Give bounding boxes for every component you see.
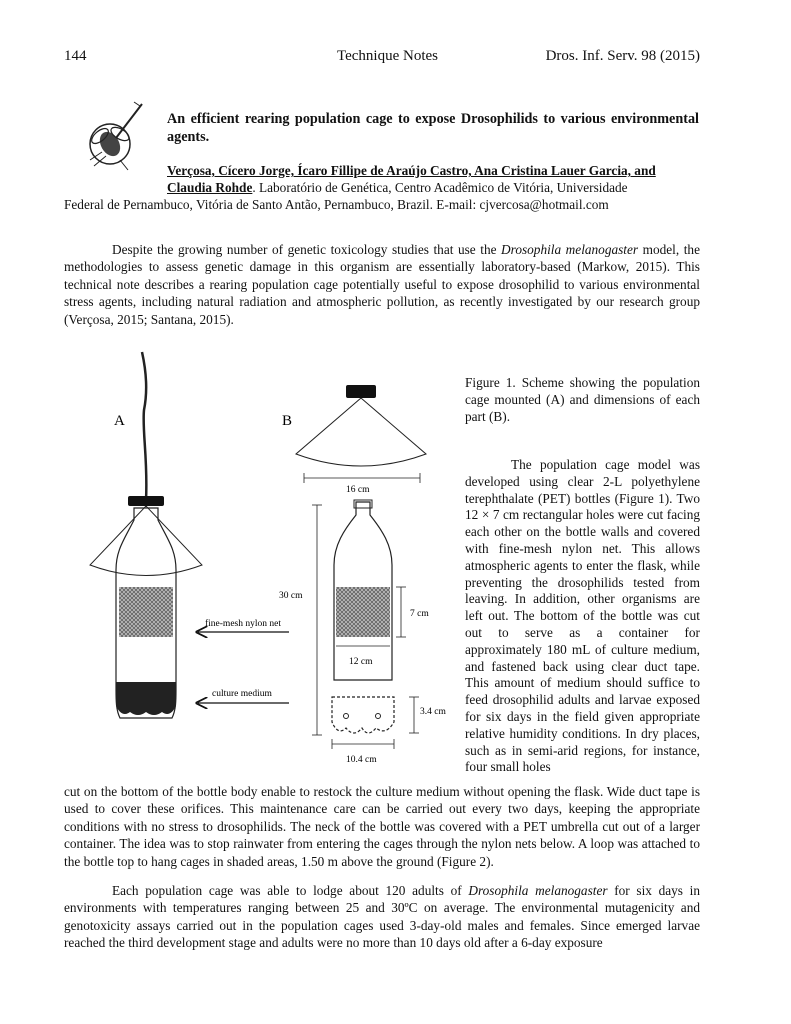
dim-window-w: 12 cm bbox=[349, 657, 373, 667]
bottle-cap-b bbox=[346, 385, 376, 398]
affiliation-start: . Laboratório de Genética, Centro Acadêmico de Vitória, Universidade bbox=[252, 180, 628, 195]
bottle-cap-a bbox=[128, 496, 164, 506]
umbrella-a bbox=[90, 506, 202, 576]
page-number: 144 bbox=[64, 48, 87, 64]
running-header bbox=[64, 48, 700, 66]
methods-paragraph-continued: cut on the bottom of the bottle body enable to restock the culture medium without opening the flask. Wide duct tape is used to cover these orifices. This maintenance care can be carried out every two days, keeping the appropriate conditions with no stress to drosophilids. The neck of the bottle was covered with a PET umbrella cut out of a larger container. The idea was to stop rainwater from entering the cages through the nylon nets below. A loop was attached to the bottle top to hang cages in shaded areas, 1.50 m above the ground (Figure 2). bbox=[64, 784, 700, 869]
author-names: Verçosa, Cícero Jorge, Ícaro Fillipe de Araújo Castro, Ana Cristina Lauer Garcia, and bbox=[167, 163, 656, 178]
journal-citation: Dros. Inf. Serv. 98 (2015) bbox=[545, 48, 700, 64]
hanging-loop bbox=[142, 352, 146, 500]
bottle-base-b bbox=[332, 697, 394, 733]
figure-caption: Figure 1. Scheme showing the population cage mounted (A) and dimensions of each part (B). bbox=[465, 375, 700, 424]
intro-paragraph: Despite the growing number of genetic toxicology studies that use the Drosophila melanogaster model, the methodologies to assess genetic damage in this organism are essentially laboratory-based (Markow, 2015). This technical note describes a rearing population cage potentially useful to expose drosophilid to various environmental stress agents, including natural radiation and atmospheric pollution, as recently investigated by our research group (Verçosa, 2015; Santana, 2015). bbox=[64, 242, 700, 327]
culture-medium-a bbox=[116, 682, 176, 715]
dim-umbrella: 16 cm bbox=[346, 485, 370, 495]
author-last: Claudia Rohde bbox=[167, 180, 253, 195]
umbrella-b bbox=[296, 398, 426, 466]
section-title: Technique Notes bbox=[337, 48, 439, 64]
affiliation-end: Federal de Pernambuco, Vitória de Santo Antão, Pernambuco, Brazil. E-mail: cjvercosa@hotmail.com bbox=[64, 197, 609, 212]
figure-1 bbox=[64, 350, 464, 790]
mesh-window-a bbox=[119, 587, 173, 637]
dim-base-h: 3.4 cm bbox=[420, 707, 446, 717]
dim-window-h: 7 cm bbox=[410, 609, 429, 619]
article-title: An efficient rearing population cage to expose Drosophilids to various environmental agents. bbox=[167, 111, 699, 145]
mesh-window-b bbox=[336, 587, 390, 637]
dim-height: 30 cm bbox=[279, 591, 303, 601]
methods-paragraph: The population cage model was developed using clear 2-L polyethylene terephthalate (PET) bottles (Figure 1). Two 12 × 7 cm rectangular holes were cut facing each other on the bottle walls and covered with fine-mesh nylon net. This allows atmospheric agents to enter the flask, while preventing the drosophilids tested from leaving. In addition, other organisms are left out. The bottom of the bottle was cut out to serve as a container for approximately 180 mL of culture medium, and fastened back using clear duct tape. This amount of medium should suffice to feed drosophilid adults and larvae exposed for six days in the field given appropriate relative humidity conditions. In dry places, such as in semi-arid regions, for instance, four small holes bbox=[465, 457, 700, 775]
dim-base-w: 10.4 cm bbox=[346, 755, 377, 765]
label-b: B bbox=[282, 413, 293, 429]
label-a: A bbox=[114, 413, 125, 429]
label-mesh: fine-mesh nylon net bbox=[205, 619, 281, 629]
author-block bbox=[64, 162, 700, 213]
label-medium: culture medium bbox=[212, 689, 272, 699]
results-paragraph: Each population cage was able to lodge about 120 adults of Drosophila melanogaster for six days in environments with temperatures ranging between 25 and 30ºC on average. The environmental mutagenicity and genotoxicity assays carried out in the population cages used 3-day-old males and females. Since emerged larvae reached the third development stage and adults were no more than 10 days old after a 6-day exposure bbox=[64, 883, 700, 951]
